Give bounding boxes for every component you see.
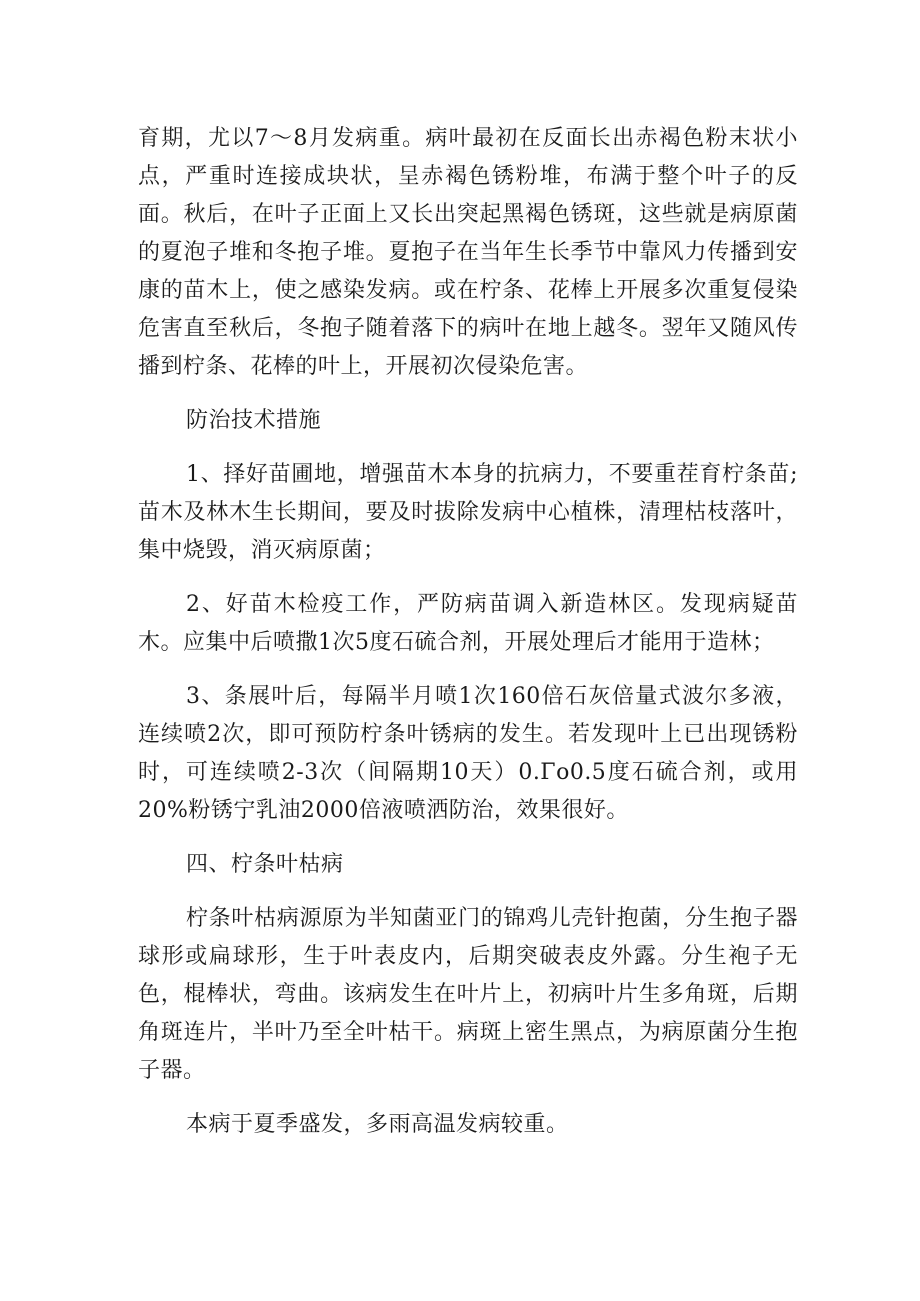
- paragraph-measure-2: 2、好苗木检疫工作，严防病苗调入新造林区。发现病疑苗木。应集中后喷撒1次5度石硫合剂，开展处理后才能用于造林；: [138, 592, 798, 655]
- paragraph-rust-symptoms: 育期，尤以7～8月发病重。病叶最初在反面长出赤褐色粉末状小点，严重时连接成块状，呈赤褐色锈粉堆，布满于整个叶子的反面。秋后，在叶子正面上又长出突起黑褐色锈斑，这些就是病原菌的夏泡子堆和冬抱子堆。夏抱子在当年生长季节中靠风力传播到安康的苗木上，使之感染发病。或在柠条、花棒上开展多次重复侵染危害直至秋后，冬抱子随着落下的病叶在地上越冬。翌年又随风传播到柠条、花棒的叶上，开展初次侵染危害。: [138, 126, 798, 379]
- paragraph-leaf-blight-season: 本病于夏季盛发，多雨高温发病较重。: [186, 1112, 569, 1137]
- paragraph-leaf-blight-description: 柠条叶枯病源原为半知菌亚门的锦鸡儿壳针抱菌，分生抱子器球形或扁球形，生于叶表皮内，后期突破表皮外露。分生袍子无色，棍棒状，弯曲。该病发生在叶片上，初病叶片生多角斑，后期角斑连片，半叶乃至全叶枯干。病斑上密生黑点，为病原菌分生抱子器。: [138, 906, 798, 1083]
- paragraph-measure-3: 3、条展叶后，每隔半月喷1次160倍石灰倍量式波尔多液，连续喷2次，即可预防柠条叶锈病的发生。若发现叶上已出现锈粉时，可连续喷2-3次（间隔期10天）0.Γo0.5度石硫合剂，或用20%粉锈宁乳油2000倍液喷洒防治，效果很好。: [138, 684, 798, 823]
- heading-control-measures: 防治技术措施: [186, 408, 322, 433]
- paragraph-measure-1: 1、择好苗圃地，增强苗木本身的抗病力，不要重茬育柠条苗;苗木及林木生长期间，要及时拔除发病中心植株，清理枯枝落叶，集中烧毁，消灭病原菌；: [138, 462, 798, 563]
- document-body: [138, 120, 798, 1144]
- heading-leaf-blight: 四、柠条叶枯病: [186, 852, 344, 877]
